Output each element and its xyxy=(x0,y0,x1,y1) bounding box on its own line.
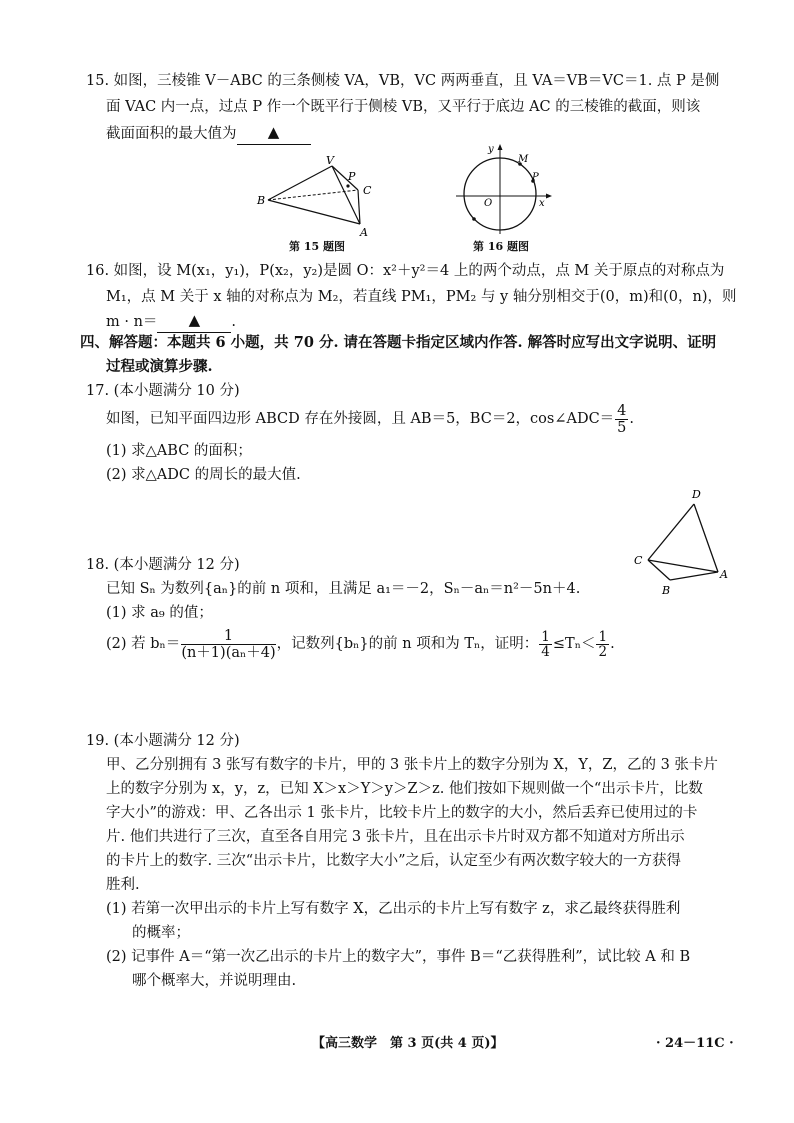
q18-part-2-mid: ，记数列{bₙ}的前 n 项和为 Tₙ，证明： xyxy=(276,636,539,652)
figure-16 xyxy=(452,142,556,238)
edge-DA xyxy=(694,504,718,572)
point-P xyxy=(346,184,349,187)
q17-frac-den: 5 xyxy=(617,419,627,436)
q15-line-2: 面 VAC 内一点，过点 P 作一个既平行于侧棱 VB，又平行于底边 AC 的三棱锥的截面，则该 xyxy=(106,99,701,115)
label-O: O xyxy=(484,198,493,209)
q17-part-1: (1) 求△ABC 的面积； xyxy=(106,443,252,459)
q17-cos-fraction xyxy=(615,403,628,436)
q16-line-2: M₁，点 M 关于 x 轴的对称点为 M₂，若直线 PM₁，PM₂ 与 y 轴分别相交于(0，m)和(0，n)，则 xyxy=(106,289,737,305)
label-C: C xyxy=(363,184,372,197)
q18-bn-num: 1 xyxy=(181,628,275,645)
edge-CA xyxy=(358,190,360,224)
q15-line-3-text: 截面面积的最大值为 xyxy=(106,126,237,142)
q19-line: 胜利. xyxy=(106,877,140,893)
q16-line-3-end: . xyxy=(231,314,237,330)
q17-stem-text: 如图，已知平面四边形 ABCD 存在外接圆，且 AB＝5，BC＝2，cos∠ADC＝ xyxy=(106,411,615,427)
q18-left-num: 1 xyxy=(541,628,550,645)
q16-line-1: 16. 如图，设 M(x₁，y₁)，P(x₂，y₂)是圆 O：x²＋y²＝4 上的两个动点，点 M 关于原点的对称点为 xyxy=(86,263,725,279)
label-y: y xyxy=(488,144,494,155)
q17-frac-num: 4 xyxy=(617,402,627,419)
q18-inequality: ≤Tₙ＜ xyxy=(552,636,596,652)
q19-part-1-line-1: (1) 若第一次甲出示的卡片上写有数字 X，乙出示的卡片上写有数字 z，求乙最终获得胜利 xyxy=(106,901,681,917)
edge-BV xyxy=(268,166,332,200)
q19-line: 甲、乙分别拥有 3 张写有数字的卡片，甲的 3 张卡片上的数字分别为 X，Y，Z，乙的 3 张卡片 xyxy=(106,757,718,773)
figure-17-svg xyxy=(628,484,738,600)
q15-answer-blank xyxy=(237,121,311,145)
q16-answer-blank xyxy=(157,309,231,333)
q18-right-fraction xyxy=(596,630,609,659)
label-P: P xyxy=(348,170,356,183)
q18-stem: 已知 Sₙ 为数列{aₙ}的前 n 项和，且满足 a₁＝－2，Sₙ－aₙ＝n²－5n＋4. xyxy=(106,581,581,597)
label-x: x xyxy=(539,198,545,209)
q19-line: 的卡片上的数字. 三次“出示卡片，比数字大小”之后，认定至少有两次数字较大的一方获得 xyxy=(106,853,682,869)
edge-BA xyxy=(268,200,360,224)
q17-stem-end: . xyxy=(629,411,635,427)
q18-right-den: 2 xyxy=(598,643,608,660)
q18-part-2-start: (2) 若 bₙ＝ xyxy=(106,636,181,652)
q19-part-2-line-1: (2) 记事件 A＝“第一次乙出示的卡片上的数字大”，事件 B＝“乙获得胜利”，试比较 A 和 B xyxy=(106,949,691,965)
q19-header: 19. (本小题满分 12 分) xyxy=(86,733,240,749)
q19-line: 片. 他们共进行了三次，直至各自用完 3 张卡片，且在出示卡片时双方都不知道对方所出示 xyxy=(106,829,685,845)
q19-line: 上的数字分别为 x，y，z，已知 X＞x＞Y＞y＞Z＞z. 他们按如下规则做一个“出示卡片，比数 xyxy=(106,781,703,797)
y-axis-arrow xyxy=(498,144,503,150)
q19-line: 字大小”的游戏：甲、乙各出示 1 张卡片，比较卡片上的数字的大小，然后丢弃已使用过的卡 xyxy=(106,805,698,821)
section-4-line-2: 过程或演算步骤. xyxy=(106,358,213,375)
figure-15-caption: 第 15 题图 xyxy=(289,240,345,253)
figure-17 xyxy=(628,484,738,600)
q18-part-1: (1) 求 a₉ 的值； xyxy=(106,605,213,621)
label-A: A xyxy=(720,568,728,581)
q16-line-3-text: m · n＝ xyxy=(106,314,158,330)
q18-bn-fraction xyxy=(181,628,275,661)
q18-bn-den: (n＋1)(aₙ＋4) xyxy=(181,644,276,661)
figure-16-caption: 第 16 题图 xyxy=(473,240,529,253)
q18-left-den: 4 xyxy=(541,643,550,660)
page-footer: 【高三数学 第 3 页(共 4 页)】 xyxy=(312,1036,504,1051)
label-V: V xyxy=(326,154,334,167)
q17-stem xyxy=(106,402,634,436)
figure-16-svg xyxy=(452,142,556,238)
label-B: B xyxy=(662,584,671,597)
q18-header: 18. (本小题满分 12 分) xyxy=(86,557,240,573)
edge-BA xyxy=(670,572,718,580)
figure-15-svg xyxy=(252,152,382,238)
q18-right-num: 1 xyxy=(598,628,608,645)
q19-part-2-line-2: 哪个概率大，并说明理由. xyxy=(132,973,297,989)
label-A: A xyxy=(360,226,368,238)
q17-header: 17. (本小题满分 10 分) xyxy=(86,383,240,399)
paper-code: · 24－11C · xyxy=(656,1036,734,1051)
x-axis-arrow xyxy=(546,194,552,199)
q16-line-3 xyxy=(106,310,236,334)
label-B: B xyxy=(257,194,266,207)
label-D: D xyxy=(692,488,701,501)
label-C: C xyxy=(634,554,643,567)
edge-VA xyxy=(332,166,360,224)
q16-blank-mark: ▲ xyxy=(188,311,201,329)
q15-line-1: 15. 如图，三棱锥 V－ABC 的三条侧棱 VA，VB，VC 两两垂直，且 VA＝VB＝VC＝1. 点 P 是侧 xyxy=(86,73,720,89)
label-P: P xyxy=(532,172,539,183)
q15-blank-mark: ▲ xyxy=(267,123,280,141)
edge-CD xyxy=(648,504,694,560)
q18-part-2 xyxy=(106,626,615,662)
q15-line-3 xyxy=(106,122,311,146)
q18-left-fraction xyxy=(539,630,552,659)
q19-part-1-line-2: 的概率； xyxy=(132,925,190,941)
edge-BC-hidden xyxy=(268,190,358,200)
section-4-line-1: 四、解答题：本题共 6 小题，共 70 分. 请在答题卡指定区域内作答. 解答时应写出文字说明、证明 xyxy=(80,334,717,351)
point-M1 xyxy=(472,217,476,221)
q18-part-2-end: . xyxy=(610,636,615,652)
label-M: M xyxy=(518,154,529,165)
q17-part-2: (2) 求△ADC 的周长的最大值. xyxy=(106,467,301,483)
figure-15 xyxy=(252,152,382,238)
